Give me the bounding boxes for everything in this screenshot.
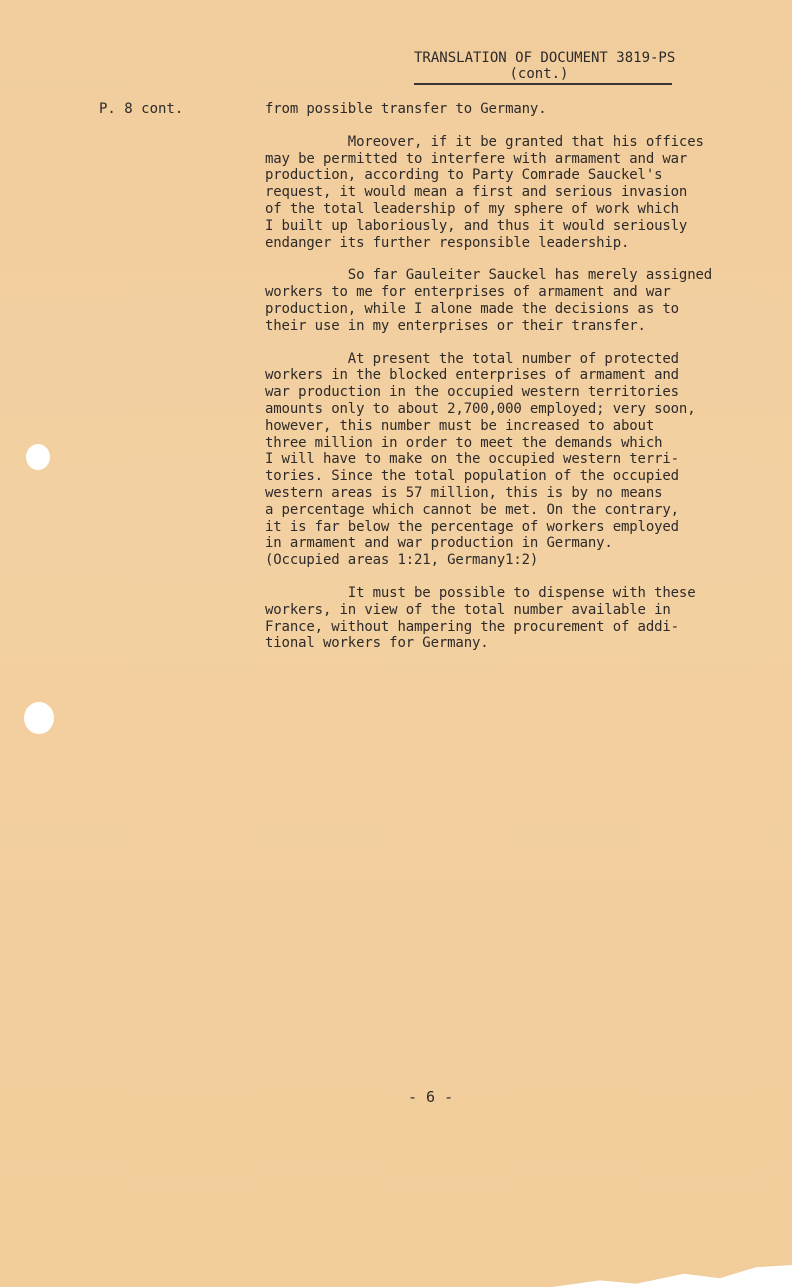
punch-hole-lower xyxy=(24,702,54,734)
text-line: workers, in view of the total number available in xyxy=(265,601,671,618)
text-line: war production in the occupied western territories xyxy=(265,384,679,401)
paragraph-4 xyxy=(265,351,725,569)
text-line: it is far below the percentage of workers employed xyxy=(265,518,679,535)
text-line: their use in my enterprises or their transfer. xyxy=(265,317,646,334)
text-line: request, it would mean a first and serious invasion xyxy=(265,184,688,201)
text-line: At present the total number of protected xyxy=(265,350,679,367)
text-line: however, this number must be increased to about xyxy=(265,417,655,434)
text-line: (Occupied areas 1:21, Germany1:2) xyxy=(265,552,539,569)
text-line: production, while I alone made the decisions as to xyxy=(265,300,679,317)
text-line: production, according to Party Comrade Sauckel's xyxy=(265,167,663,184)
text-line: of the total leadership of my sphere of work which xyxy=(265,200,679,217)
page-number: - 6 - xyxy=(408,1088,454,1106)
text-line: amounts only to about 2,700,000 employed; very soon, xyxy=(265,400,696,417)
text-line: a percentage which cannot be met. On the contrary, xyxy=(265,501,679,518)
text-line: I will have to make on the occupied western terri- xyxy=(265,451,679,468)
paragraph-1 xyxy=(265,101,725,118)
text-line: Moreover, if it be granted that his offices xyxy=(265,133,704,150)
document-header xyxy=(414,50,674,82)
margin-note: P. 8 cont. xyxy=(99,101,184,117)
text-line: may be permitted to interfere with armament and war xyxy=(265,150,688,167)
text-line: western areas is 57 million, this is by no means xyxy=(265,484,663,501)
text-line: tional workers for Germany. xyxy=(265,635,489,652)
text-line: from possible transfer to Germany. xyxy=(265,101,547,117)
text-line: in armament and war production in Germany. xyxy=(265,535,613,552)
text-line: France, without hampering the procurement of addi- xyxy=(265,618,679,635)
header-underline xyxy=(414,83,672,85)
text-line: tories. Since the total population of the occupied xyxy=(265,468,679,485)
text-line: It must be possible to dispense with these xyxy=(265,584,696,601)
text-line: three million in order to meet the demands which xyxy=(265,434,663,451)
paragraph-5 xyxy=(265,585,725,652)
text-line: endanger its further responsible leadership. xyxy=(265,234,630,251)
paragraph-3 xyxy=(265,267,725,334)
text-line: workers in the blocked enterprises of armament and xyxy=(265,367,679,384)
text-line: So far Gauleiter Sauckel has merely assigned xyxy=(265,267,713,284)
paragraph-2 xyxy=(265,134,725,252)
punch-hole-upper xyxy=(26,444,50,470)
header-title: TRANSLATION OF DOCUMENT 3819-PS xyxy=(414,50,676,66)
body-text xyxy=(265,101,725,652)
header-continued: (cont.) xyxy=(509,66,569,82)
text-line: workers to me for enterprises of armament and war xyxy=(265,284,671,301)
text-line: I built up laboriously, and thus it would seriously xyxy=(265,217,688,234)
